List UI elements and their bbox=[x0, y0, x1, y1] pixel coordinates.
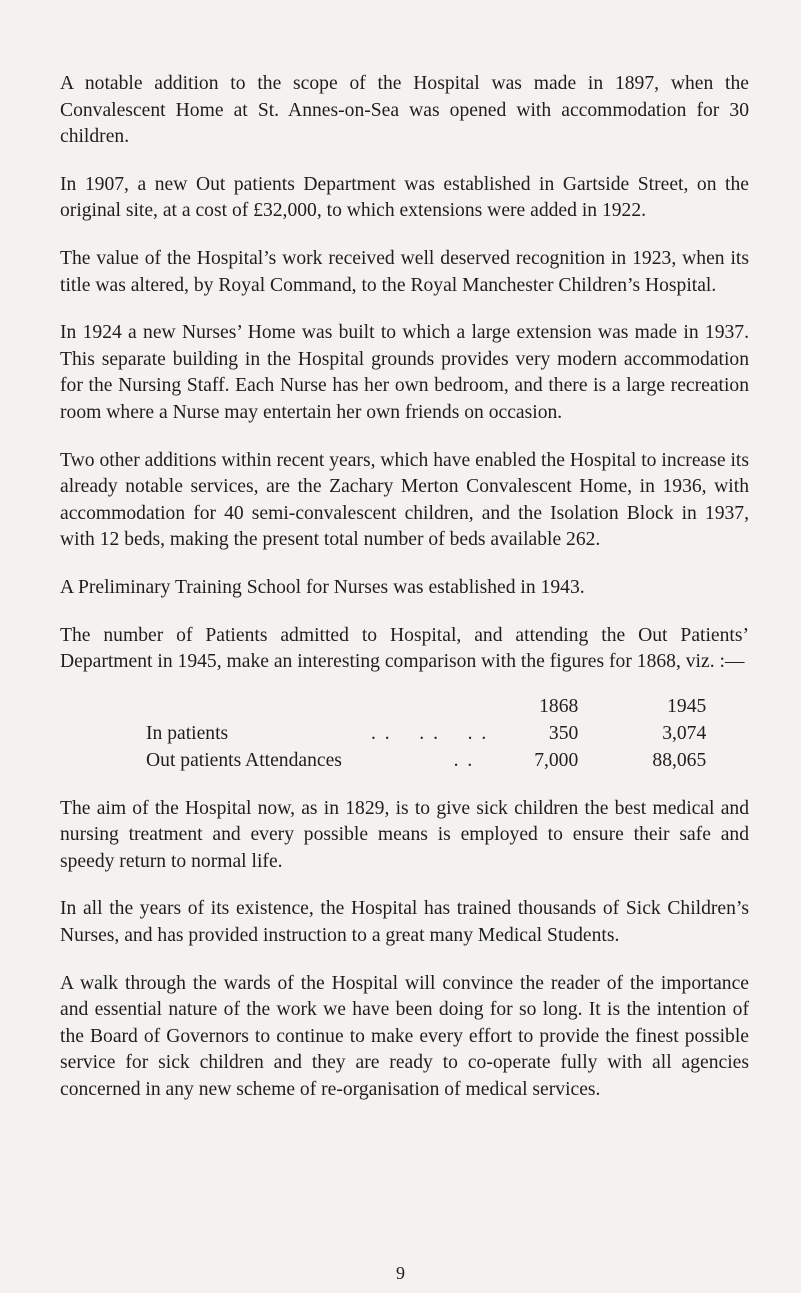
paragraph-nurses-home: In 1924 a new Nurses’ Home was built to which a large extension was made in 1937. This separate building in the Hospital grounds provides very modern accommodation for the Nursing Staff. Each Nurse has her own bedroom, and there is a large recreation room where a Nurse may entertain her own friends on occasion. bbox=[60, 322, 749, 423]
paragraph-out-patients-department: In 1907, a new Out patients Department was established in Gartside Street, on the original site, at a cost of £32,000, to which extensions were added in 1922. bbox=[60, 173, 749, 222]
value-1868: 350 bbox=[548, 722, 579, 744]
table-header-row bbox=[60, 693, 706, 720]
value-1868: 7,000 bbox=[534, 749, 579, 771]
row-label-in-patients: In patients bbox=[146, 722, 229, 744]
value-1945: 88,065 bbox=[652, 749, 707, 771]
table-row bbox=[60, 747, 706, 774]
leader-dots: . . bbox=[453, 749, 475, 771]
table-header-1945: 1945 bbox=[667, 695, 707, 717]
paragraph-other-additions: Two other additions within recent years, which have enabled the Hospital to increase its already notable services, are the Zachary Merton Convalescent Home, in 1936, with accommodation for 40 semi-convalescent children, and the Isolation Block in 1937, with 12 beds, making the present total number of beds available 262. bbox=[60, 449, 749, 551]
paragraph-comparison-intro: The number of Patients admitted to Hospital, and attending the Out Patients’ Department in 1945, make an interesting comparison with the figures for 1868, viz. :— bbox=[60, 624, 749, 673]
table-row bbox=[60, 720, 706, 747]
table-header-1868: 1868 bbox=[539, 695, 579, 717]
row-label-out-patients: Out patients Attendances bbox=[146, 749, 342, 771]
paragraph-trained-nurses: In all the years of its existence, the Hospital has trained thousands of Sick Children’s Nurses, and has provided instruction to a great many Medical Students. bbox=[60, 898, 749, 947]
paragraph-convalescent-home: A notable addition to the scope of the Hospital was made in 1897, when the Convalescent Home at St. Annes-on-Sea was opened with accommodation for 30 children. bbox=[60, 73, 749, 148]
paragraph-hospital-aim: The aim of the Hospital now, as in 1829, is to give sick children the best medical and nursing treatment and every possible means is employed to ensure their safe and speedy return to normal life. bbox=[60, 797, 749, 872]
paragraph-board-intention: A walk through the wards of the Hospital will convince the reader of the importance and essential nature of the work we have been doing for so long. It is the intention of the Board of Governors to continue to make every effort to provide the finest possible service for sick children and they are ready to co-operate fully with all agencies concerned in any new scheme of re-organisation of medical services. bbox=[60, 972, 749, 1101]
page-number: 9 bbox=[396, 1263, 405, 1283]
value-1945: 3,074 bbox=[662, 722, 707, 744]
paragraph-royal-command: The value of the Hospital’s work received well deserved recognition in 1923, when its title was altered, by Royal Command, to the Royal Manchester Children’s Hospital. bbox=[60, 247, 749, 296]
table-header-blank bbox=[371, 693, 488, 720]
table-header-blank bbox=[60, 693, 371, 720]
comparison-table bbox=[60, 693, 706, 774]
paragraph-training-school: A Preliminary Training School for Nurses was established in 1943. bbox=[60, 576, 585, 598]
leader-dots: . . . . . . bbox=[371, 722, 489, 744]
